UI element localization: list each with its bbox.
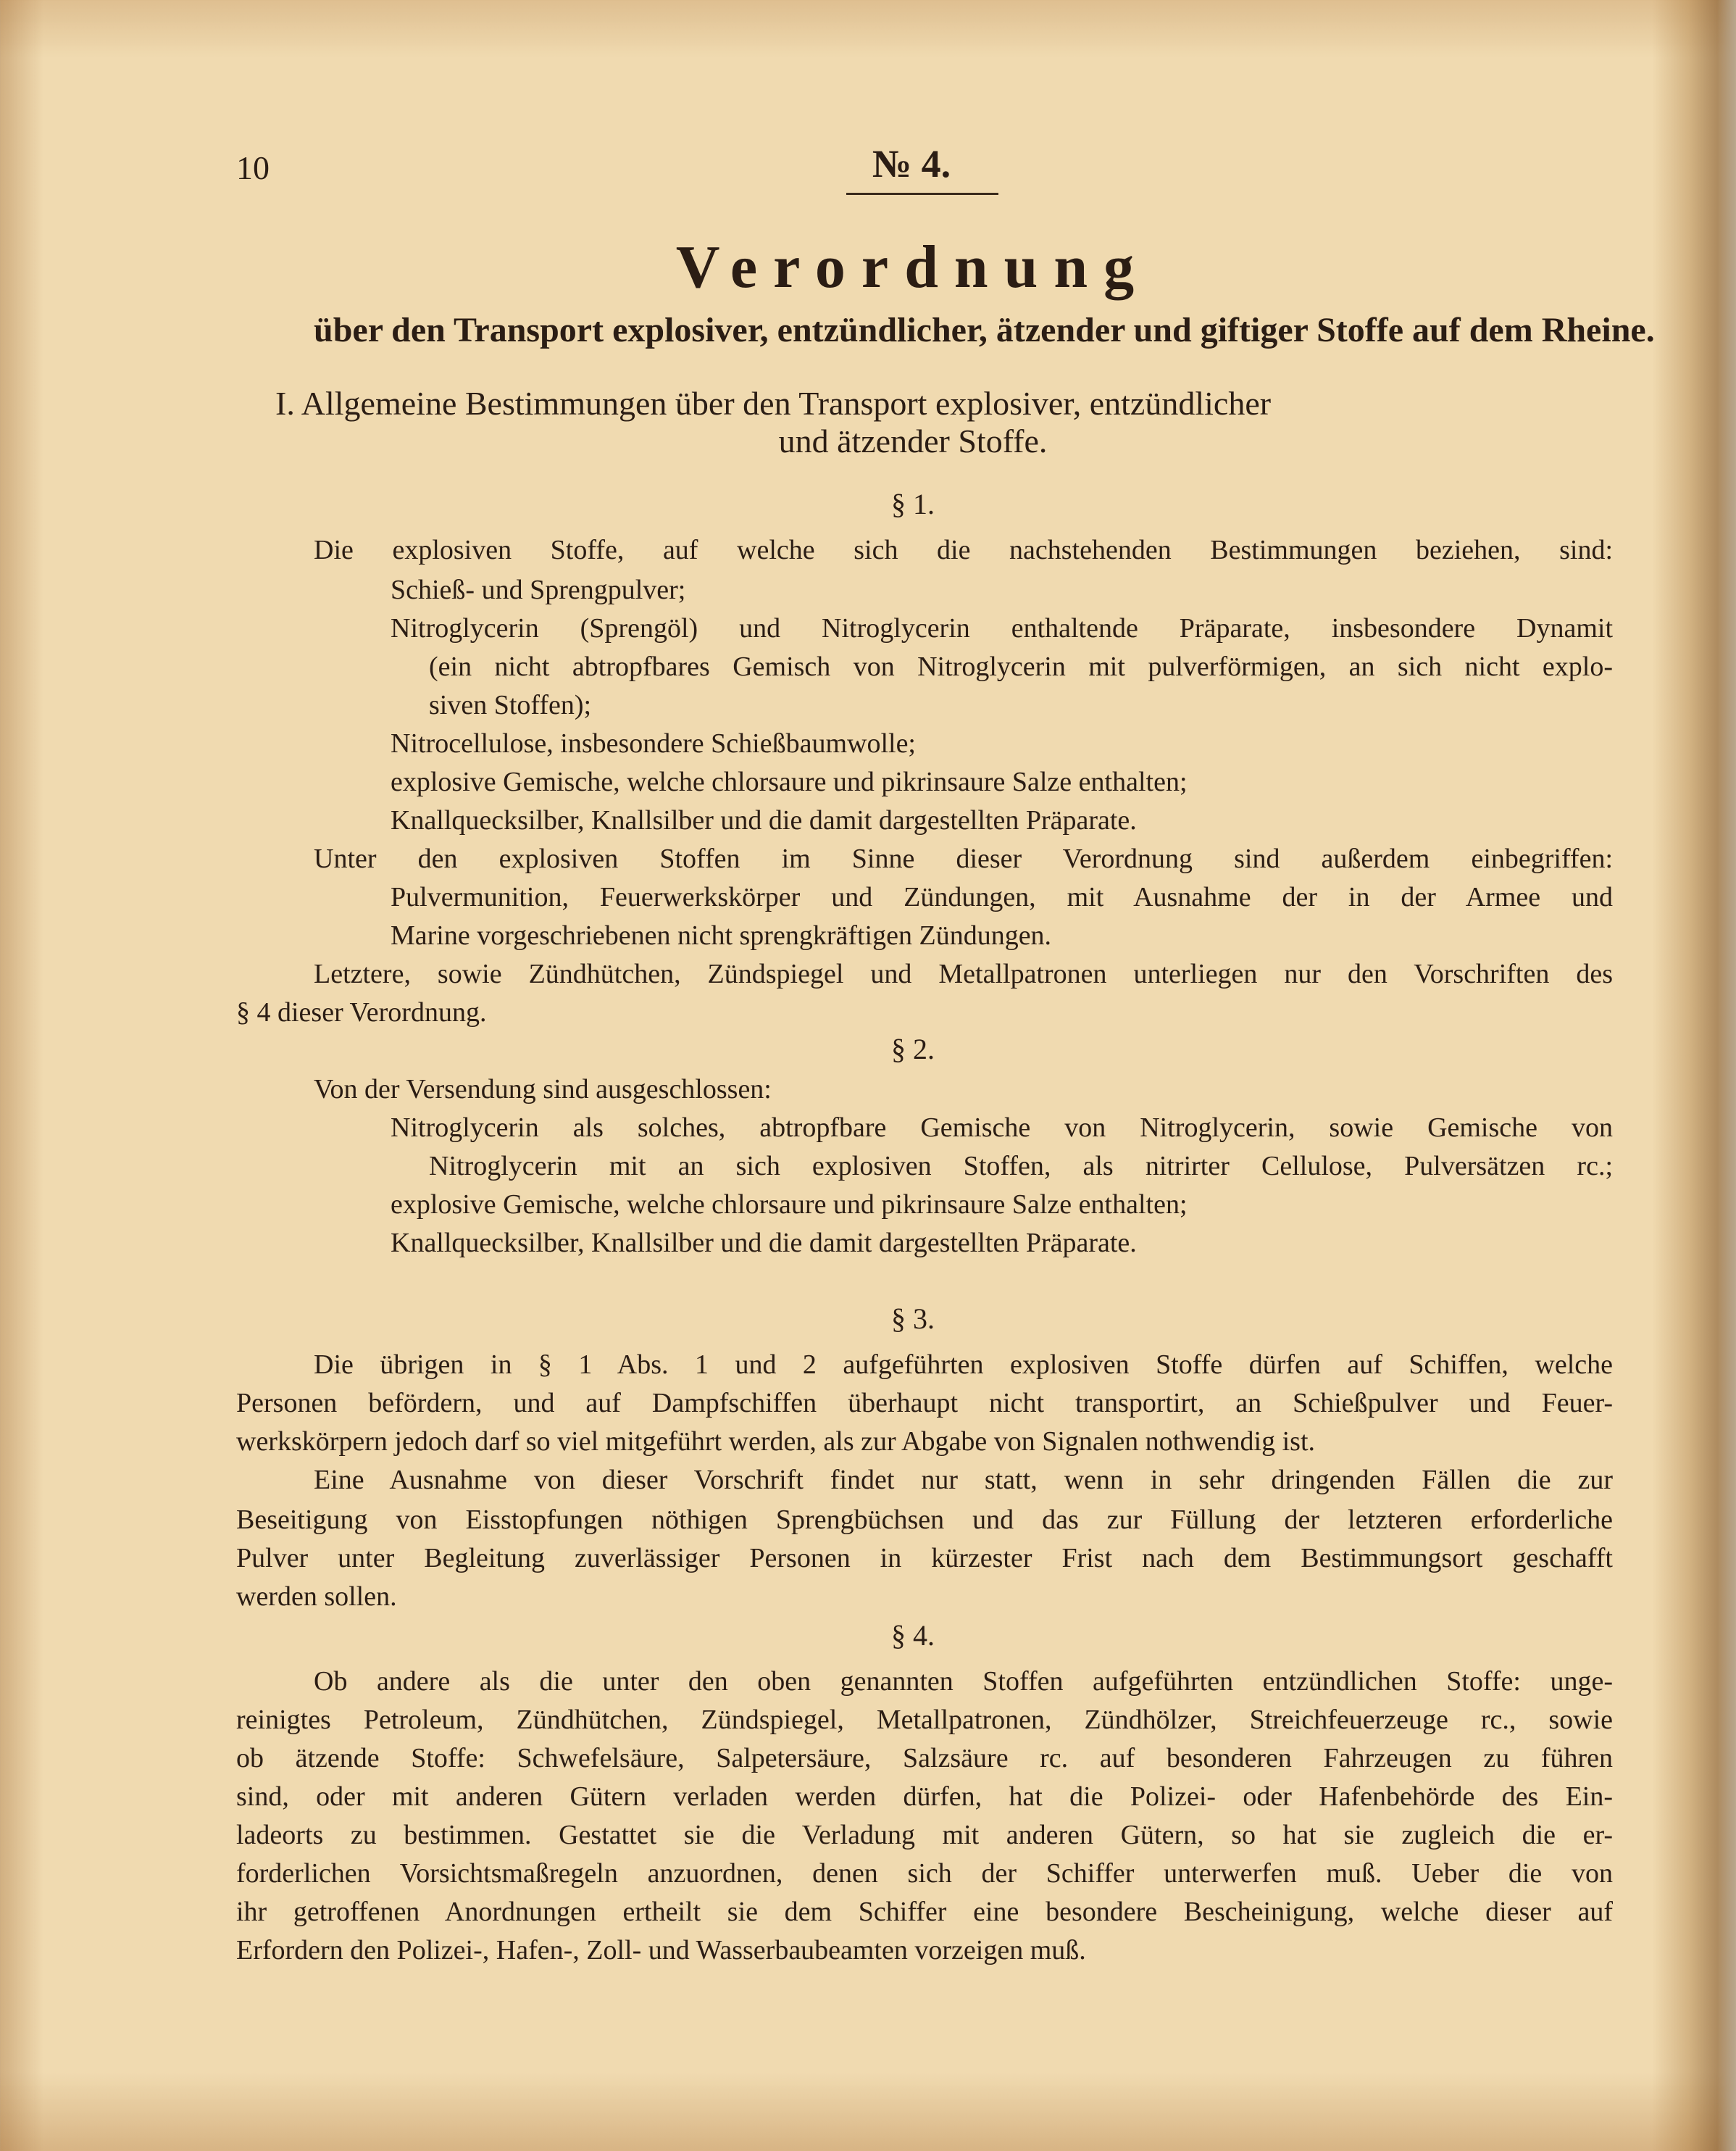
issue-underline	[846, 193, 998, 195]
paragraph-heading-1: § 1.	[891, 488, 935, 520]
section-heading-line2: und ätzender Stoffe.	[778, 423, 1048, 459]
text-line: Nitroglycerin als solches, abtropfbare Gemische von Nitroglycerin, sowie Gemische von	[391, 1112, 1613, 1143]
text-line: werkskörpern jedoch darf so viel mitgeführt werden, als zur Abgabe von Signalen nothwendig ist.	[236, 1426, 1316, 1457]
text-line: explosive Gemische, welche chlorsaure und pikrinsaure Salze enthalten;	[391, 1189, 1188, 1220]
text-line: Knallquecksilber, Knallsilber und die damit dargestellten Präparate.	[391, 1228, 1137, 1258]
text-line: reinigtes Petroleum, Zündhütchen, Zündspiegel, Metallpatronen, Zündhölzer, Streichfeuerzeuge rc., sowie	[236, 1705, 1613, 1735]
text-line: Die übrigen in § 1 Abs. 1 und 2 aufgeführten explosiven Stoffe dürfen auf Schiffen, welche	[314, 1349, 1613, 1380]
text-line: werden sollen.	[236, 1581, 397, 1612]
text-line: ob ätzende Stoffe: Schwefelsäure, Salpetersäure, Salzsäure rc. auf besonderen Fahrzeugen zu führen	[236, 1743, 1613, 1773]
document-title: Verordnung	[675, 233, 1151, 301]
paragraph-heading-2: § 2.	[891, 1033, 935, 1065]
issue-number: № 4.	[872, 142, 951, 186]
text-line: Nitrocellulose, insbesondere Schießbaumwolle;	[391, 728, 916, 759]
section-heading-line1: I. Allgemeine Bestimmungen über den Transport explosiver, entzündlicher	[275, 385, 1272, 422]
document-subtitle: über den Transport explosiver, entzündlicher, ätzender und giftiger Stoffe auf dem Rheine.	[314, 311, 1655, 349]
text-line: § 4 dieser Verordnung.	[236, 997, 487, 1028]
text-line: Schieß- und Sprengpulver;	[391, 575, 686, 605]
text-line: Eine Ausnahme von dieser Vorschrift findet nur statt, wenn in sehr dringenden Fällen die zur	[314, 1465, 1613, 1495]
text-line: Personen befördern, und auf Dampfschiffen überhaupt nicht transportirt, an Schießpulver und Feuer-	[236, 1388, 1613, 1418]
text-line: ladeorts zu bestimmen. Gestattet sie die Verladung mit anderen Gütern, so hat sie zugleich die er-	[236, 1820, 1613, 1850]
text-line: sind, oder mit anderen Gütern verladen werden dürfen, hat die Polizei- oder Hafenbehörde des Ein-	[236, 1781, 1613, 1812]
text-line: Letztere, sowie Zündhütchen, Zündspiegel und Metallpatronen unterliegen nur den Vorschriften des	[314, 959, 1613, 989]
paragraph-heading-4: § 4.	[891, 1619, 935, 1652]
text-line: Nitroglycerin (Sprengöl) und Nitroglycerin enthaltende Präparate, insbesondere Dynamit	[391, 613, 1613, 644]
text-line: Pulvermunition, Feuerwerkskörper und Zündungen, mit Ausnahme der in der Armee und	[391, 882, 1613, 912]
text-line: Pulver unter Begleitung zuverlässiger Personen in kürzester Frist nach dem Bestimmungsort geschafft	[236, 1543, 1613, 1573]
text-line: Marine vorgeschriebenen nicht sprengkräftigen Zündungen.	[391, 920, 1052, 951]
text-line: forderlichen Vorsichtsmaßregeln anzuordnen, denen sich der Schiffer unterwerfen muß. Ueber die von	[236, 1858, 1613, 1889]
paragraph-heading-3: § 3.	[891, 1302, 935, 1335]
text-line: Von der Versendung sind ausgeschlossen:	[314, 1074, 772, 1104]
text-line: Erfordern den Polizei-, Hafen-, Zoll- und Wasserbaubeamten vorzeigen muß.	[236, 1935, 1086, 1965]
text-line: siven Stoffen);	[429, 690, 592, 720]
page-number: 10	[236, 149, 270, 186]
text-line: Knallquecksilber, Knallsilber und die damit dargestellten Präparate.	[391, 805, 1137, 836]
text-line: Die explosiven Stoffe, auf welche sich die nachstehenden Bestimmungen beziehen, sind:	[314, 535, 1613, 565]
text-line: Beseitigung von Eisstopfungen nöthigen Sprengbüchsen und das zur Füllung der letzteren erforderliche	[236, 1505, 1613, 1535]
text-line: Ob andere als die unter den oben genannten Stoffen aufgeführten entzündlichen Stoffe: unge-	[314, 1666, 1613, 1697]
text-line: explosive Gemische, welche chlorsaure und pikrinsaure Salze enthalten;	[391, 767, 1188, 797]
text-line: Unter den explosiven Stoffen im Sinne dieser Verordnung sind außerdem einbegriffen:	[314, 844, 1613, 874]
text-line: ihr getroffenen Anordnungen ertheilt sie dem Schiffer eine besondere Bescheinigung, welche dieser auf	[236, 1897, 1613, 1927]
text-line: Nitroglycerin mit an sich explosiven Stoffen, als nitrirter Cellulose, Pulversätzen rc.;	[429, 1151, 1613, 1181]
text-line: (ein nicht abtropfbares Gemisch von Nitroglycerin mit pulverförmigen, an sich nicht explo-	[429, 652, 1613, 682]
